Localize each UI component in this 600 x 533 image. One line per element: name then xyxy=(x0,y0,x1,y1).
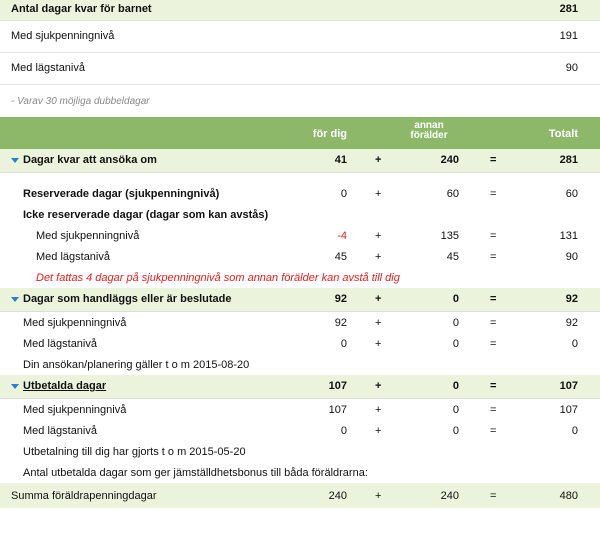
row-label: Icke reserverade dagar (dagar som kan avstås) xyxy=(23,209,269,221)
cell-annan: 0 xyxy=(452,425,459,437)
plus-sign: + xyxy=(375,380,382,392)
cell-annan: 0 xyxy=(452,380,459,392)
cell-for-dig: 107 xyxy=(328,404,347,416)
equals-sign: = xyxy=(490,380,497,392)
section-toggle[interactable] xyxy=(11,293,231,305)
equals-sign: = xyxy=(490,338,497,350)
plus-sign: + xyxy=(375,230,382,242)
section-utbetalda[interactable] xyxy=(0,375,600,399)
plus-sign: + xyxy=(375,490,382,502)
table-row xyxy=(0,204,600,225)
cell-annan: 0 xyxy=(452,293,459,305)
summary-value: 191 xyxy=(559,30,578,42)
header-totalt: Totalt xyxy=(548,128,578,140)
section-toggle[interactable] xyxy=(11,380,106,392)
summary-label: Antal dagar kvar för barnet xyxy=(11,3,152,15)
row-label: Med sjukpenningnivå xyxy=(36,230,140,242)
summary-label: Med lägstanivå xyxy=(11,62,85,74)
cell-for-dig: 92 xyxy=(334,293,347,305)
summary-row-sjuk xyxy=(0,21,600,53)
plus-sign: + xyxy=(375,251,382,263)
cell-totalt: 107 xyxy=(559,380,578,392)
plus-sign: + xyxy=(375,317,382,329)
equals-sign: = xyxy=(490,404,497,416)
section-label: Dagar som handläggs eller är beslutade xyxy=(23,293,232,305)
cell-annan: 0 xyxy=(452,404,459,416)
summary-block xyxy=(0,0,600,122)
table-row xyxy=(0,246,600,267)
info-row xyxy=(0,354,600,375)
cell-totalt: 107 xyxy=(559,404,578,416)
summary-label: Med sjukpenningnivå xyxy=(11,30,115,42)
row-label: Med lägstanivå xyxy=(36,251,110,263)
summary-row-total xyxy=(0,0,600,21)
info-row xyxy=(0,462,600,483)
plus-sign: + xyxy=(375,293,382,305)
table-row xyxy=(0,420,600,441)
cell-for-dig: 0 xyxy=(340,188,347,200)
note-text: - Varav 30 möjliga dubbeldagar xyxy=(11,96,150,107)
cell-annan: 45 xyxy=(446,251,459,263)
table-row xyxy=(0,312,600,333)
cell-totalt: 90 xyxy=(565,251,578,263)
equals-sign: = xyxy=(490,425,497,437)
chevron-down-icon xyxy=(11,158,19,163)
equals-sign: = xyxy=(490,293,497,305)
cell-annan: 0 xyxy=(452,338,459,350)
utbetalda-link[interactable]: Utbetalda dagar xyxy=(23,380,107,392)
warning-row xyxy=(0,267,600,288)
section-toggle[interactable] xyxy=(11,154,157,166)
cell-totalt: 0 xyxy=(571,338,578,350)
cell-totalt: 92 xyxy=(565,293,578,305)
cell-totalt: 131 xyxy=(559,230,578,242)
cell-annan: 240 xyxy=(440,154,459,166)
total-row xyxy=(0,483,600,508)
cell-annan: 0 xyxy=(452,317,459,329)
days-table xyxy=(0,117,600,508)
cell-for-dig: 0 xyxy=(340,425,347,437)
plus-sign: + xyxy=(375,154,382,166)
info-text: Utbetalning till dig har gjorts t o m 2015-05-20 xyxy=(23,446,246,458)
equals-sign: = xyxy=(490,251,497,263)
equals-sign: = xyxy=(490,317,497,329)
cell-totalt: 0 xyxy=(571,425,578,437)
summary-row-lagsta xyxy=(0,53,600,85)
warning-text: Det fattas 4 dagar på sjukpenningnivå som annan förälder kan avstå till dig xyxy=(36,272,400,284)
section-dagar-kvar[interactable] xyxy=(0,149,600,173)
plus-sign: + xyxy=(375,425,382,437)
row-label: Med sjukpenningnivå xyxy=(23,404,127,416)
table-header xyxy=(0,117,600,149)
plus-sign: + xyxy=(375,188,382,200)
summary-value: 90 xyxy=(565,62,578,74)
cell-for-dig: 240 xyxy=(328,490,347,502)
cell-for-dig: 0 xyxy=(340,338,347,350)
cell-annan: 60 xyxy=(446,188,459,200)
header-annan-line2: förälder xyxy=(410,130,448,141)
info-row xyxy=(0,441,600,462)
info-text: Antal utbetalda dagar som ger jämställdhetsbonus till båda föräldrarna: xyxy=(23,467,368,479)
section-label: Dagar kvar att ansöka om xyxy=(23,154,157,166)
info-text: Din ansökan/planering gäller t o m 2015-08-20 xyxy=(23,359,250,371)
cell-annan: 240 xyxy=(440,490,459,502)
cell-annan: 135 xyxy=(440,230,459,242)
plus-sign: + xyxy=(375,338,382,350)
total-label: Summa föräldrapenningdagar xyxy=(11,490,157,502)
equals-sign: = xyxy=(490,188,497,200)
cell-totalt: 281 xyxy=(559,154,578,166)
cell-for-dig: 92 xyxy=(334,317,347,329)
header-for-dig: för dig xyxy=(312,128,347,140)
header-annan-line1: annan xyxy=(414,120,444,131)
table-row xyxy=(0,333,600,354)
equals-sign: = xyxy=(490,154,497,166)
row-label: Med lägstanivå xyxy=(23,425,97,437)
cell-for-dig: 41 xyxy=(334,154,347,166)
plus-sign: + xyxy=(375,404,382,416)
section-handlaggs[interactable] xyxy=(0,288,600,312)
summary-value: 281 xyxy=(559,3,578,15)
cell-for-dig: 107 xyxy=(328,380,347,392)
cell-for-dig-negative: -4 xyxy=(337,230,347,242)
table-row xyxy=(0,225,600,246)
row-label: Med sjukpenningnivå xyxy=(23,317,127,329)
equals-sign: = xyxy=(490,230,497,242)
table-row xyxy=(0,183,600,204)
chevron-down-icon xyxy=(11,297,19,302)
cell-totalt: 92 xyxy=(565,317,578,329)
table-row xyxy=(0,399,600,420)
equals-sign: = xyxy=(490,490,497,502)
row-label: Reserverade dagar (sjukpenningnivå) xyxy=(23,188,220,200)
chevron-down-icon xyxy=(11,384,19,389)
cell-for-dig: 45 xyxy=(334,251,347,263)
row-label: Med lägstanivå xyxy=(23,338,97,350)
cell-totalt: 60 xyxy=(565,188,578,200)
cell-totalt: 480 xyxy=(559,490,578,502)
header-annan-foralder xyxy=(399,121,459,141)
